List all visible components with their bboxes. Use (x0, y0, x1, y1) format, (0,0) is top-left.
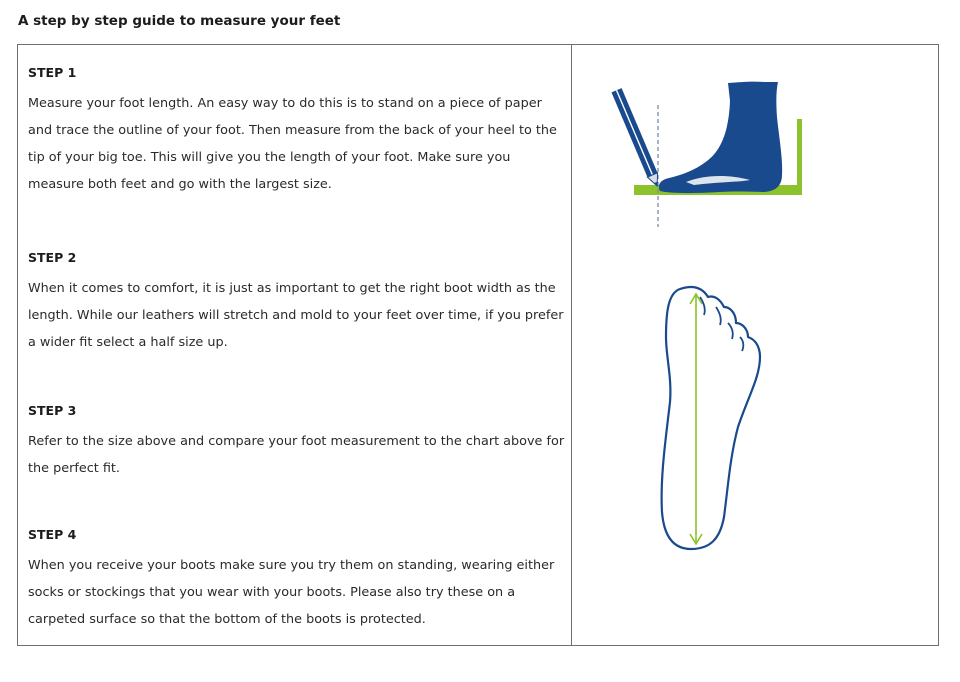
illustrations-column (572, 45, 938, 645)
step-text: When you receive your boots make sure you try them on standing, wearing either socks or stockings that you wear with your boots. Please also try these on a carpeted surface so that the bottom of the boots is protected. (28, 558, 555, 627)
step-text: Refer to the size above and compare your foot measurement to the chart above for the perfect fit. (28, 434, 565, 476)
step-heading: STEP 4 (28, 527, 77, 542)
steps-column (18, 45, 572, 645)
step-2 (28, 250, 566, 356)
step-text: Measure your foot length. An easy way to do this is to stand on a piece of paper and trace the outline of your foot. Then measure from the back of your heel to the tip of your big toe. This will give you the length of your foot. Make sure you measure both feet and go with the largest size. (28, 96, 557, 192)
step-heading: STEP 2 (28, 250, 77, 265)
foot-side-tracing-icon (602, 79, 802, 229)
measure-guide-table (17, 44, 939, 646)
step-text: When it comes to comfort, it is just as important to get the right boot width as the length. While our leathers will stretch and mold to your feet over time, if you prefer a wider fit select a half size up. (28, 281, 564, 350)
step-1 (28, 65, 566, 198)
step-4 (28, 527, 566, 633)
step-3 (28, 403, 566, 482)
step-heading: STEP 1 (28, 65, 77, 80)
step-heading: STEP 3 (28, 403, 77, 418)
page-title: A step by step guide to measure your feet (18, 13, 341, 29)
foot-sole-length-icon (652, 277, 762, 557)
